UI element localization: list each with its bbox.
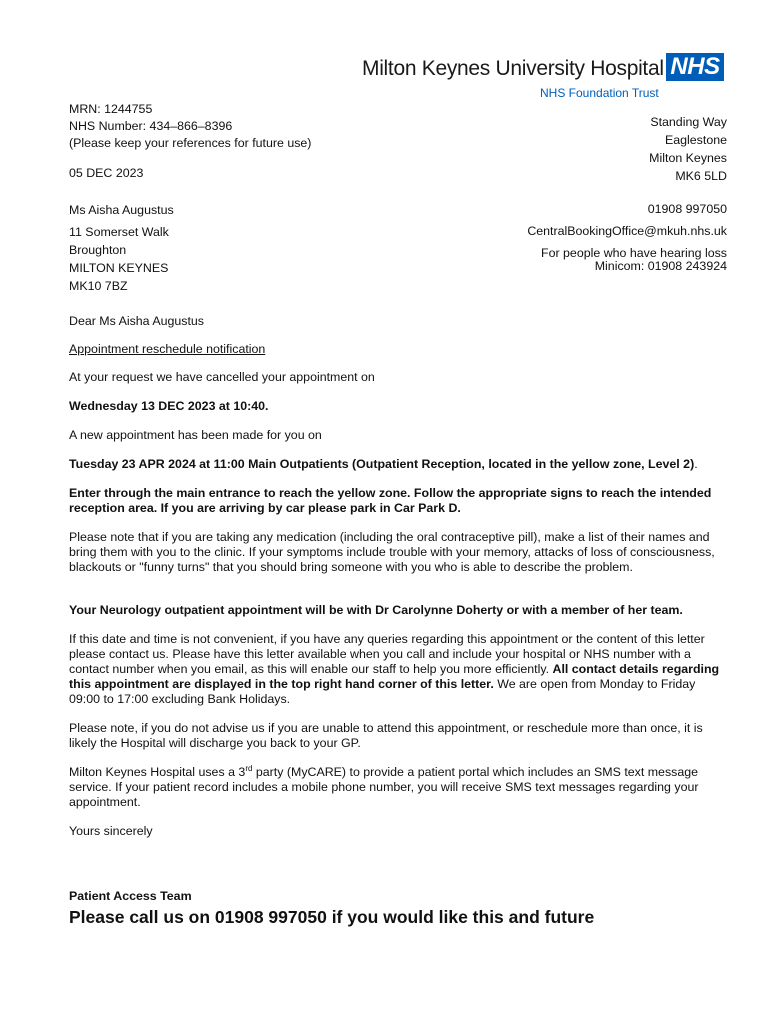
recipient-address-line: MILTON KEYNES: [69, 261, 169, 275]
nhs-number: NHS Number: 434–866–8396: [69, 119, 233, 133]
clinician: Your Neurology outpatient appointment will be with Dr Carolynne Doherty or with a member of her team.: [69, 603, 683, 617]
hospital-address-line: Standing Way: [650, 115, 727, 129]
contact-para-b: We are open from Monday to Friday 09:00 to 17:00 excluding Bank Holidays.: [69, 677, 696, 706]
team-name: Patient Access Team: [69, 889, 192, 903]
new-slot-end: .: [694, 457, 698, 471]
letter-date: 05 DEC 2023: [69, 166, 144, 180]
hospital-address-line: MK6 5LD: [675, 169, 727, 183]
discharge-note: Please note, if you do not advise us if you are unable to attend this appointment, or reschedule more than once, it is likely the Hospital will discharge you back to your GP.: [69, 721, 703, 750]
portal-b: party (MyCARE) to provide a patient portal which includes an SMS text message service. If your patient record includes a mobile phone number, you will receive SMS text messages regarding your appointment.: [69, 765, 699, 809]
contact-para-bold: All contact details regarding this appointment are displayed in the top right hand corner of this letter.: [69, 662, 720, 691]
hearing-loss-contact: [541, 247, 727, 273]
recipient-name: Ms Aisha Augustus: [69, 203, 174, 217]
footer-call: Please call us on 01908 997050 if you would like this and future: [69, 907, 595, 927]
trust-name: NHS Foundation Trust: [540, 86, 659, 100]
hospital-name: Milton Keynes University Hospital: [362, 57, 664, 80]
new-intro: A new appointment has been made for you on: [69, 428, 322, 442]
new-slot: [69, 457, 729, 472]
contact-email: CentralBookingOffice@mkuh.nhs.uk: [527, 224, 727, 238]
recipient-address: [69, 225, 169, 297]
references-note: (Please keep your references for future use): [69, 136, 312, 150]
hearing-line-2: Minicom: 01908 243924: [594, 259, 727, 273]
closing: Yours sincerely: [69, 824, 153, 838]
recipient-address-line: Broughton: [69, 243, 127, 257]
portal-sup: rd: [245, 763, 253, 773]
references: [69, 102, 311, 153]
salutation: Dear Ms Aisha Augustus: [69, 314, 204, 328]
portal-paragraph: [69, 765, 729, 810]
nhs-logo: [666, 53, 724, 81]
recipient-address-line: MK10 7BZ: [69, 279, 128, 293]
letter-body: [69, 314, 729, 928]
contact-phone: 01908 997050: [647, 202, 727, 216]
hospital-address-line: Eaglestone: [664, 133, 727, 147]
portal-a: Milton Keynes Hospital uses a 3: [69, 765, 246, 779]
hearing-line-1: For people who have hearing loss: [541, 246, 727, 260]
cancel-intro: At your request we have cancelled your appointment on: [69, 370, 375, 384]
new-slot-text: Tuesday 23 APR 2024 at 11:00 Main Outpatients (Outpatient Reception, located in the yellow zone, Level 2): [69, 457, 695, 471]
mrn: MRN: 1244755: [69, 102, 153, 116]
contact-paragraph: [69, 632, 729, 707]
nhs-logo-text: NHS: [670, 53, 720, 80]
subject: Appointment reschedule notification: [69, 342, 266, 356]
cancelled-slot: Wednesday 13 DEC 2023 at 10:40.: [69, 399, 269, 413]
medication-note: Please note that if you are taking any medication (including the oral contraceptive pill), make a list of their names and bring them with you to the clinic. If your symptoms include trouble with your memory, attacks of loss of consciousness, blackouts or "funny turns" that you should bring someone with you who is able to describe the problem.: [69, 530, 715, 574]
recipient-address-line: 11 Somerset Walk: [69, 225, 169, 239]
hospital-address: [649, 115, 727, 187]
hospital-address-line: Milton Keynes: [649, 151, 727, 165]
contact-para-a: If this date and time is not convenient, if you have any queries regarding this appointment or the content of this letter please contact us. Please have this letter available when you call and include your hospital or NHS number with a contact number when you email, as this will enable our staff to help you more efficiently.: [69, 632, 705, 676]
directions: Enter through the main entrance to reach the yellow zone. Follow the appropriate signs to reach the intended reception area. If you are arriving by car please park in Car Park D.: [69, 486, 712, 515]
